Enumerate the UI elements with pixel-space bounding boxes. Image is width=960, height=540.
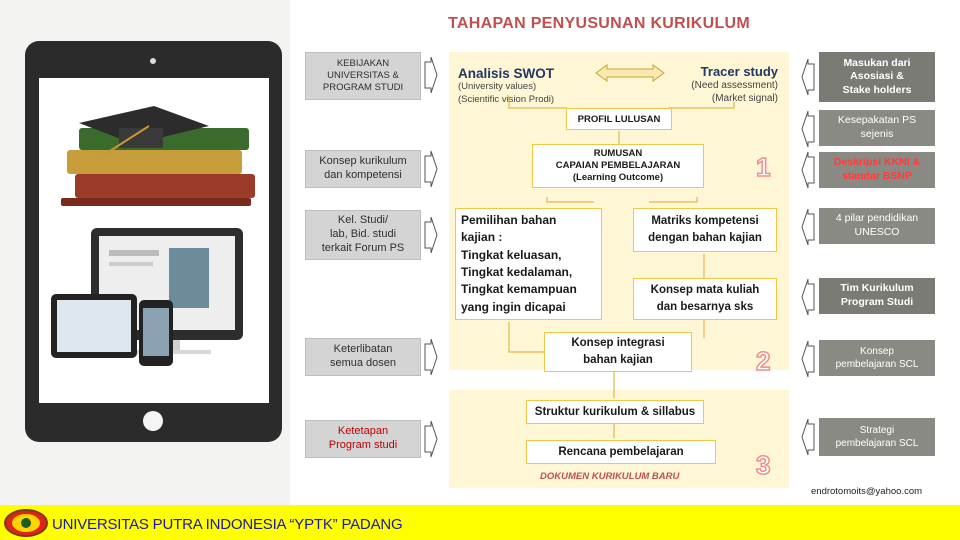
arrow-right-icon — [424, 150, 438, 188]
tracer-line-1: (Need assessment) — [691, 80, 778, 91]
right-box-kkni: Deskripsi KKNI & standar BSNP — [819, 152, 935, 188]
swot-line-2: (Scientific vision Prodi) — [458, 93, 555, 105]
left-box-kel-studi: Kel. Studi/ lab, Bid. studi terkait Forum PS — [305, 210, 421, 260]
footer-university-name: UNIVERSITAS PUTRA INDONESIA “YPTK” PADANG — [52, 516, 403, 533]
left-box-keterlibatan: Keterlibatan semua dosen — [305, 338, 421, 376]
pemilihan-bahan-box: Pemilihan bahan kajian : Tingkat keluasan, Tingkat kedalaman, Tingkat kemampuan yang ingin dicapai — [455, 208, 602, 320]
right-box-strategi-scl: Strategi pembelajaran SCL — [819, 418, 935, 456]
dokumen-kurikulum-label: DOKUMEN KURIKULUM BARU — [540, 471, 680, 482]
right-box-tim-kurikulum: Tim Kurikulum Program Studi — [819, 278, 935, 314]
profil-lulusan-box: PROFIL LULUSAN — [566, 108, 672, 130]
arrow-left-icon — [801, 110, 815, 148]
arrow-left-icon — [801, 278, 815, 316]
step-number-3: 3 — [756, 450, 771, 480]
right-box-masukan: Masukan dari Asosiasi & Stake holders — [819, 52, 935, 102]
tablet-camera — [150, 58, 156, 64]
arrow-left-icon — [801, 151, 815, 189]
left-box-konsep-kurikulum: Konsep kurikulum dan kompetensi — [305, 150, 421, 188]
books-devices-image — [39, 78, 269, 403]
tracer-title: Tracer study — [700, 64, 778, 79]
email-text: endrotomoits@yahoo.com — [811, 486, 923, 497]
right-box-konsep-scl: Konsep pembelajaran SCL — [819, 340, 935, 376]
university-logo-icon — [2, 507, 50, 539]
step-number-2: 2 — [756, 346, 771, 376]
left-box-ketetapan: Ketetapan Program studi — [305, 420, 421, 458]
tablet-home-button — [143, 411, 163, 431]
arrow-left-icon — [801, 340, 815, 378]
arrow-left-icon — [801, 208, 815, 246]
step-number-1: 1 — [756, 152, 771, 182]
rencana-pembelajaran-box: Rencana pembelajaran — [526, 440, 716, 464]
page-title: TAHAPAN PENYUSUNAN KURIKULUM — [448, 15, 751, 32]
swot-title: Analisis SWOT — [458, 66, 555, 81]
konsep-integrasi-box: Konsep integrasi bahan kajian — [544, 332, 692, 372]
swot-line-1: (University values) — [458, 81, 537, 92]
tracer-line-2: (Market signal) — [711, 93, 778, 104]
struktur-kurikulum-box: Struktur kurikulum & sillabus — [526, 400, 704, 424]
right-box-kesepakatan: Kesepakatan PS sejenis — [819, 110, 935, 146]
tablet-screen — [39, 78, 269, 403]
right-box-unesco: 4 pilar pendidikan UNESCO — [819, 208, 935, 244]
arrow-left-icon — [801, 418, 815, 456]
konsep-mata-kuliah-box: Konsep mata kuliah dan besarnya sks — [633, 278, 777, 320]
rumusan-box: RUMUSAN CAPAIAN PEMBELAJARAN (Learning Outcome) — [532, 144, 704, 188]
arrow-left-icon — [801, 58, 815, 96]
matriks-kompetensi-box: Matriks kompetensi dengan bahan kajian — [633, 208, 777, 252]
arrow-right-icon — [424, 56, 438, 94]
arrow-right-icon — [424, 216, 438, 254]
arrow-right-icon — [424, 420, 438, 458]
left-box-kebijakan: KEBIJAKAN UNIVERSITAS & PROGRAM STUDI — [305, 52, 421, 100]
arrow-right-icon — [424, 338, 438, 376]
